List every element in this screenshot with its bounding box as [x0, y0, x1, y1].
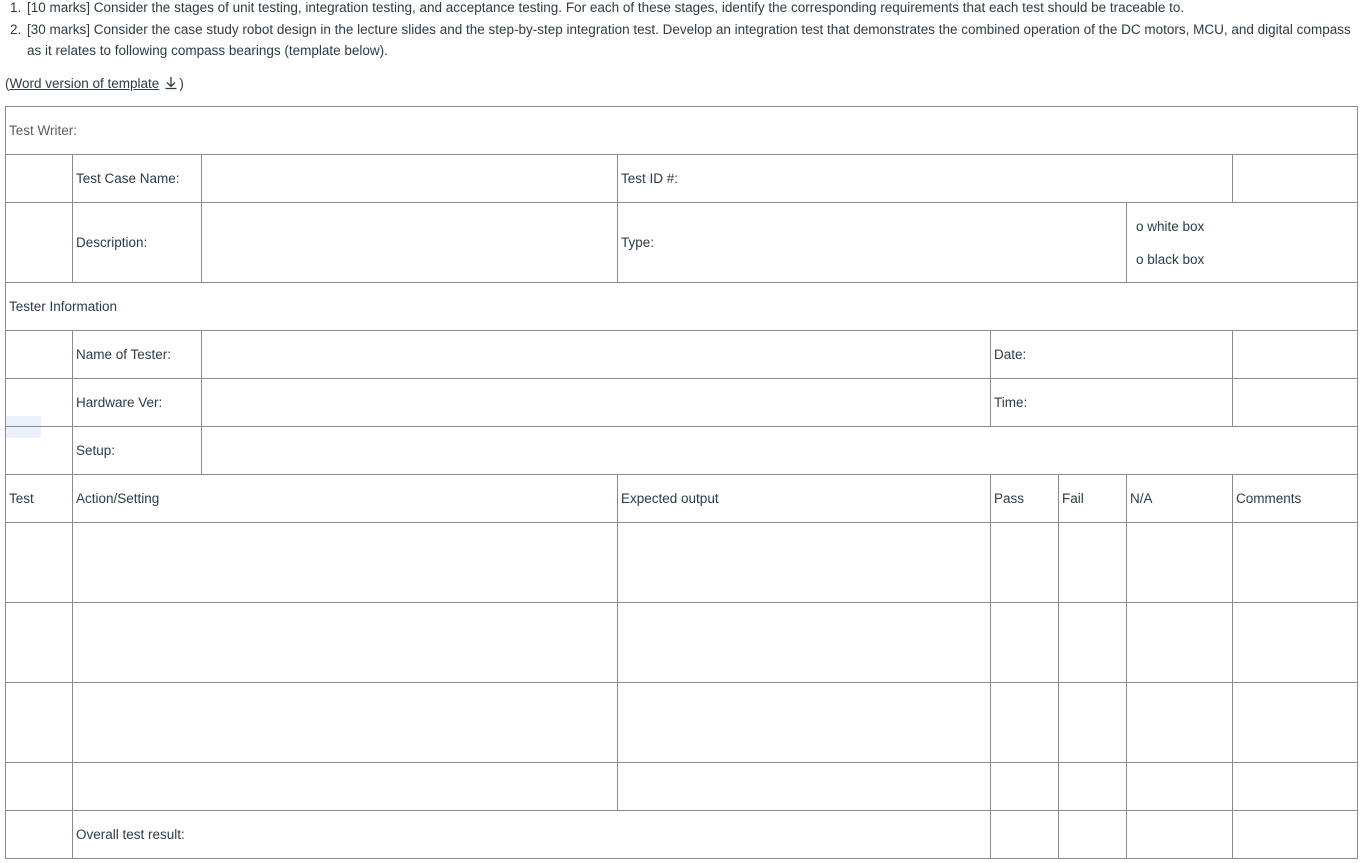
row-setup	[6, 427, 1358, 475]
comments-column-header: Comments	[1233, 475, 1358, 523]
type-options	[1127, 203, 1358, 283]
table-row	[6, 523, 1358, 603]
download-icon[interactable]	[163, 76, 179, 90]
table-row	[6, 683, 1358, 763]
pass-column-header: Pass	[991, 475, 1059, 523]
blank-cell	[6, 427, 73, 475]
question-list	[0, 0, 1364, 62]
row-test-writer	[6, 107, 1358, 155]
question-1-number: 1.	[10, 0, 22, 15]
time-value	[1233, 379, 1358, 427]
download-template-line	[5, 75, 184, 93]
tester-information-heading: Tester Information	[6, 283, 1358, 331]
test-template-table	[5, 106, 1358, 859]
question-1	[0, 0, 1364, 19]
description-label: Description:	[73, 203, 202, 283]
hardware-ver-value	[202, 379, 991, 427]
row-tester-information	[6, 283, 1358, 331]
test-case-name-value	[202, 155, 618, 203]
type-label: Type:	[618, 203, 1127, 283]
question-1-text: [10 marks] Consider the stages of unit testing, integration testing, and acceptance testing. For each of these stages, identify the corresponding requirements that each test should be traceable to.	[27, 0, 1185, 15]
name-of-tester-label: Name of Tester:	[73, 331, 202, 379]
question-2	[0, 19, 1364, 62]
blank-cell	[6, 203, 73, 283]
row-column-headers	[6, 475, 1358, 523]
overall-result-label: Overall test result:	[73, 811, 991, 859]
setup-label: Setup:	[73, 427, 202, 475]
white-box-option: o white box	[1136, 218, 1205, 234]
test-case-name-label: Test Case Name:	[73, 155, 202, 203]
test-id-label: Test ID #:	[618, 155, 1233, 203]
blank-cell	[6, 379, 73, 427]
row-hardware-ver	[6, 379, 1358, 427]
expected-output-column-header: Expected output	[618, 475, 991, 523]
open-paren: (	[5, 76, 10, 91]
row-name-of-tester	[6, 331, 1358, 379]
setup-value	[202, 427, 1358, 475]
name-of-tester-value	[202, 331, 991, 379]
question-2-number: 2.	[10, 21, 22, 37]
row-test-case-name	[6, 155, 1358, 203]
close-paren: )	[179, 76, 184, 91]
blank-cell	[6, 331, 73, 379]
hardware-ver-label: Hardware Ver:	[73, 379, 202, 427]
question-2-text: [30 marks] Consider the case study robot design in the lecture slides and the step-by-step integration test. Develop an integration test that demonstrates the combined operation of the DC motors, MCU, and digital compass as it relates to following compass bearings (template below).	[27, 21, 1351, 58]
test-writer-label: Test Writer:	[6, 107, 1358, 155]
na-column-header: N/A	[1127, 475, 1233, 523]
table-row	[6, 763, 1358, 811]
time-label: Time:	[991, 379, 1233, 427]
date-label: Date:	[991, 331, 1233, 379]
blank-cell	[6, 811, 73, 859]
action-setting-column-header: Action/Setting	[73, 475, 618, 523]
row-description	[6, 203, 1358, 283]
word-template-link[interactable]: Word version of template	[9, 76, 160, 91]
blank-cell	[6, 155, 73, 203]
table-row	[6, 603, 1358, 683]
black-box-option: o black box	[1136, 251, 1205, 267]
test-column-header: Test	[6, 475, 73, 523]
test-id-value	[1233, 155, 1358, 203]
description-value	[202, 203, 618, 283]
row-overall-result	[6, 811, 1358, 859]
fail-column-header: Fail	[1059, 475, 1127, 523]
date-value	[1233, 331, 1358, 379]
